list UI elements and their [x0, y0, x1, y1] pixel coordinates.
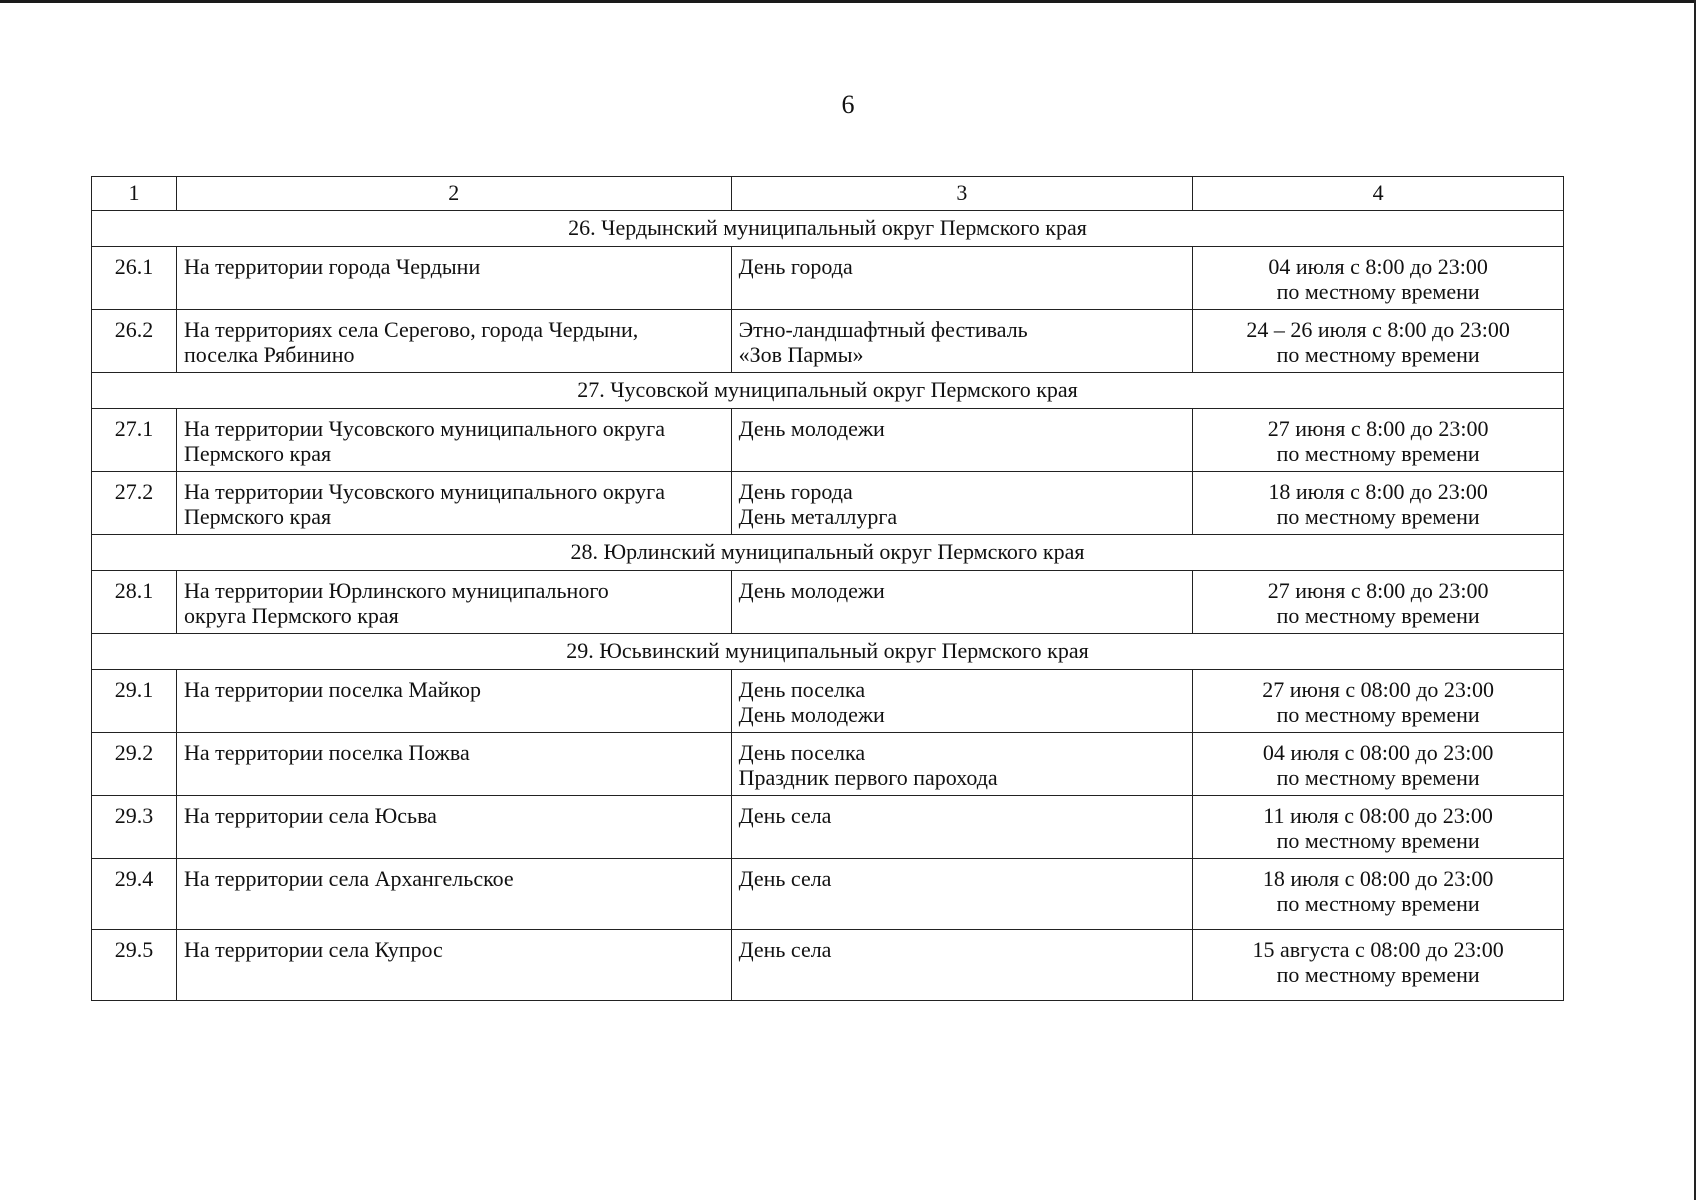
place-line: На территории Чусовского муниципального округа — [183, 416, 665, 441]
event-cell — [731, 310, 1193, 373]
time-line: 04 июля с 08:00 до 23:00 — [1262, 740, 1494, 765]
section-title: 26. Чердынский муниципальный округ Пермского края — [92, 211, 1564, 247]
place-line: На территории поселка Майкор — [183, 677, 482, 702]
table-row — [92, 472, 1564, 535]
event-cell — [731, 930, 1193, 1001]
time-line: по местному времени — [1276, 765, 1480, 790]
page-number: 6 — [841, 90, 855, 119]
section-header-row — [92, 373, 1564, 409]
table-row — [92, 670, 1564, 733]
row-number: 29.1 — [92, 670, 177, 733]
time-line: 04 июля с 8:00 до 23:00 — [1268, 254, 1488, 279]
row-number: 29.5 — [92, 930, 177, 1001]
time-cell — [1193, 247, 1564, 310]
events-table — [91, 176, 1564, 1001]
time-line: 24 – 26 июля с 8:00 до 23:00 — [1246, 317, 1510, 342]
event-cell — [731, 733, 1193, 796]
time-cell — [1193, 472, 1564, 535]
time-cell — [1193, 409, 1564, 472]
place-line: На территории Чусовского муниципального округа — [183, 479, 665, 504]
table-row — [92, 247, 1564, 310]
place-cell — [176, 930, 731, 1001]
place-cell — [176, 409, 731, 472]
column-number-row — [92, 177, 1564, 211]
time-line: по местному времени — [1276, 828, 1480, 853]
place-cell — [176, 571, 731, 634]
event-cell — [731, 670, 1193, 733]
time-line: 18 июля с 8:00 до 23:00 — [1268, 479, 1488, 504]
time-line: по местному времени — [1276, 603, 1480, 628]
time-line: 27 июня с 8:00 до 23:00 — [1267, 416, 1489, 441]
time-cell — [1193, 796, 1564, 859]
table-row — [92, 310, 1564, 373]
event-cell — [731, 796, 1193, 859]
table-row — [92, 930, 1564, 1001]
event-cell — [731, 472, 1193, 535]
event-line: День молодежи — [738, 702, 885, 727]
event-line: День села — [738, 803, 832, 828]
time-line: по местному времени — [1276, 962, 1480, 987]
time-line: по местному времени — [1276, 342, 1480, 367]
event-line: День поселка — [738, 740, 866, 765]
event-cell — [731, 859, 1193, 930]
column-number: 3 — [731, 177, 1193, 211]
event-line: День города — [738, 254, 853, 279]
place-line: поселка Рябинино — [183, 342, 355, 367]
event-line: День металлурга — [738, 504, 898, 529]
event-line: Этно-ландшафтный фестиваль — [738, 317, 1028, 342]
time-line: по местному времени — [1276, 891, 1480, 916]
section-header-row — [92, 211, 1564, 247]
event-cell — [731, 409, 1193, 472]
place-line: Пермского края — [183, 504, 332, 529]
place-cell — [176, 796, 731, 859]
event-cell — [731, 247, 1193, 310]
table-row — [92, 859, 1564, 930]
place-cell — [176, 310, 731, 373]
table-row — [92, 409, 1564, 472]
section-title: 29. Юсьвинский муниципальный округ Пермского края — [92, 634, 1564, 670]
place-cell — [176, 472, 731, 535]
row-number: 26.1 — [92, 247, 177, 310]
time-cell — [1193, 571, 1564, 634]
event-line: Праздник первого парохода — [738, 765, 998, 790]
place-cell — [176, 247, 731, 310]
column-number: 4 — [1193, 177, 1564, 211]
event-line: День села — [738, 937, 832, 962]
place-line: На территории села Купрос — [183, 937, 443, 962]
time-line: 11 июля с 08:00 до 23:00 — [1263, 803, 1493, 828]
place-line: На территории села Юсьва — [183, 803, 437, 828]
time-line: 27 июня с 08:00 до 23:00 — [1262, 677, 1495, 702]
column-number: 1 — [92, 177, 177, 211]
event-line: День молодежи — [738, 578, 885, 603]
event-line: День молодежи — [738, 416, 885, 441]
row-number: 27.2 — [92, 472, 177, 535]
row-number: 27.1 — [92, 409, 177, 472]
time-cell — [1193, 859, 1564, 930]
table-row — [92, 733, 1564, 796]
place-line: На территории села Архангельское — [183, 866, 514, 891]
table-row — [92, 796, 1564, 859]
time-line: 15 августа с 08:00 до 23:00 — [1252, 937, 1504, 962]
time-line: по местному времени — [1276, 279, 1480, 304]
time-line: по местному времени — [1276, 504, 1480, 529]
place-line: Пермского края — [183, 441, 332, 466]
row-number: 28.1 — [92, 571, 177, 634]
place-line: На территории города Чердыни — [183, 254, 481, 279]
column-number: 2 — [176, 177, 731, 211]
time-cell — [1193, 930, 1564, 1001]
row-number: 29.3 — [92, 796, 177, 859]
time-cell — [1193, 670, 1564, 733]
event-cell — [731, 571, 1193, 634]
section-header-row — [92, 634, 1564, 670]
place-cell — [176, 670, 731, 733]
place-line: округа Пермского края — [183, 603, 399, 628]
event-line: День поселка — [738, 677, 866, 702]
place-line: На территориях села Серегово, города Чердыни, — [183, 317, 639, 342]
place-cell — [176, 733, 731, 796]
time-cell — [1193, 310, 1564, 373]
event-line: День города — [738, 479, 853, 504]
time-line: по местному времени — [1276, 702, 1480, 727]
time-line: по местному времени — [1276, 441, 1480, 466]
section-title: 27. Чусовской муниципальный округ Пермского края — [92, 373, 1564, 409]
row-number: 26.2 — [92, 310, 177, 373]
event-line: «Зов Пармы» — [738, 342, 864, 367]
scan-edge-top — [0, 0, 1696, 3]
place-cell — [176, 859, 731, 930]
place-line: На территории Юрлинского муниципального — [183, 578, 609, 603]
table-row — [92, 571, 1564, 634]
event-line: День села — [738, 866, 832, 891]
row-number: 29.4 — [92, 859, 177, 930]
time-line: 27 июня с 8:00 до 23:00 — [1267, 578, 1489, 603]
time-cell — [1193, 733, 1564, 796]
section-header-row — [92, 535, 1564, 571]
time-line: 18 июля с 08:00 до 23:00 — [1262, 866, 1494, 891]
row-number: 29.2 — [92, 733, 177, 796]
section-title: 28. Юрлинский муниципальный округ Пермского края — [92, 535, 1564, 571]
place-line: На территории поселка Пожва — [183, 740, 470, 765]
